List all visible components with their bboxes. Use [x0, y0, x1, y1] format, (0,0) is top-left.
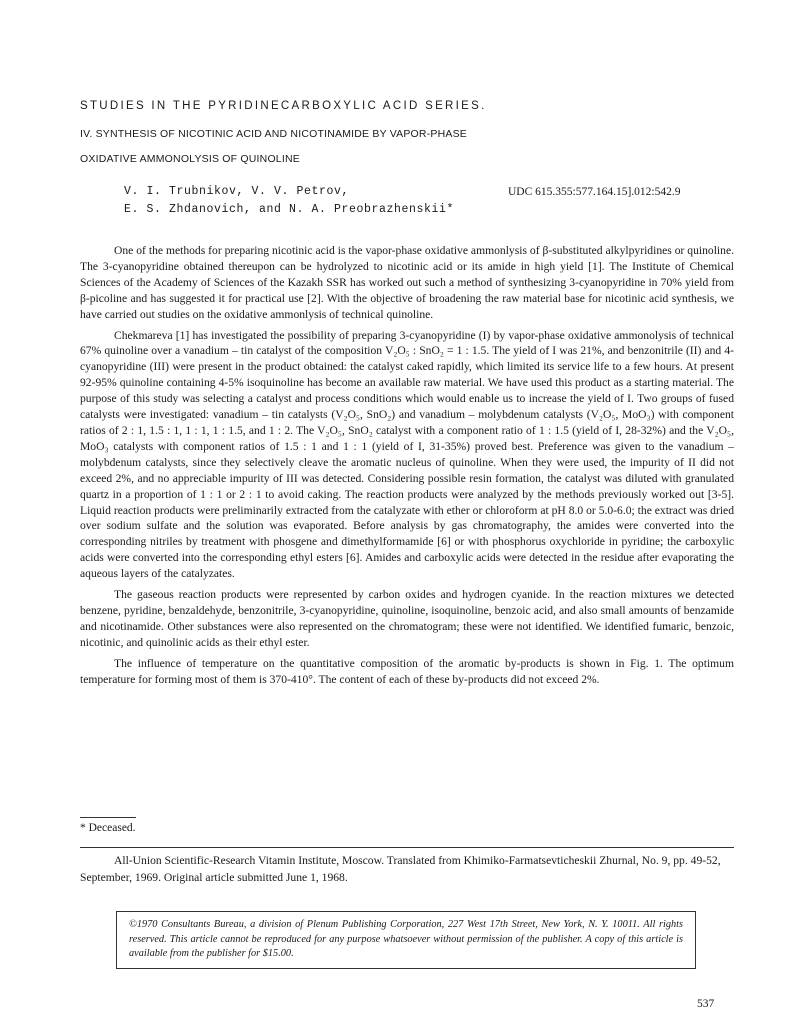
- footnote: * Deceased.: [80, 822, 136, 834]
- body-paragraph-1: One of the methods for preparing nicotinic acid is the vapor-phase oxidative ammonlysis of β-substituted alkylpyridines or quinoline. The 3-cyanopyridine obtained thereupon can be hydrolyzed to nicotinic acid or its amide in high yield [1]. The Institute of Chemical Sciences of the Academy of Sciences of the Kazakh SSR has worked out such a method of synthesizing 3-cyanopyridine in 70% yield from β-picoline and has suggested it for practical use [2]. With the objective of broadening the raw material base for nicotinic acid synthesis, we have carried out studies on the oxidative ammonlysis of technical quinoline.: [80, 244, 734, 321]
- article-body: [80, 243, 734, 692]
- copyright-notice: ©1970 Consultants Bureau, a division of Plenum Publishing Corporation, 227 West 17th Street, New York, N. Y. 10011. All rights reserved. This article cannot be reproduced for any purpose whatsoever without permission of the publisher. A copy of this article is available from the publisher for $15.00.: [116, 911, 696, 969]
- udc-code: UDC 615.355:577.164.15].012:542.9: [508, 186, 681, 198]
- article-title-line-2: OXIDATIVE AMMONOLYSIS OF QUINOLINE: [80, 153, 300, 165]
- series-title: STUDIES IN THE PYRIDINECARBOXYLIC ACID SERIES.: [80, 100, 487, 112]
- author-line-2: E. S. Zhdanovich, and N. A. Preobrazhenskii*: [124, 203, 455, 216]
- affiliation-divider: [80, 847, 734, 848]
- author-list: [124, 183, 544, 219]
- body-paragraph-4: The influence of temperature on the quantitative composition of the aromatic by-products is shown in Fig. 1. The optimum temperature for forming most of them is 370-410°. The content of each of these by-products did not exceed 2%.: [80, 656, 734, 686]
- body-paragraph-2: Chekmareva [1] has investigated the possibility of preparing 3-cyanopyridine (I) by vapor-phase oxidative ammonolysis of technical 67% quinoline over a vanadium – tin catalyst of the composition V₂O₅ : SnO₂ = 1 : 1.5. The yield of I was 21%, and benzonitrile (II) and 4-cyanopyridine (III) were present in the product obtained: the catalyst caked rapidly, which limited its service life to a few hours. At present 92-95% quinoline containing 4-5% isoquinoline has become an available raw material. We have used this product as a starting material. The purpose of this study was selecting a catalyst and process conditions which would enable us to increase the yield of I. Two groups of fused catalysts were investigated: vanadium – tin catalysts (V₂O₅, SnO₂) and vanadium – molybdenum catalysts (V₂O₅, MoO₃) with component ratios of 2 : 1, 1.5 : 1, 1 : 1, 1 : 1.5, and 1 : 2. The V₂O₅, SnO₂ catalyst with a component ratio of 1 : 1.5 (yield of I, 28-32%) and the V₂O₅, MoO₃ catalysts with component ratios of 1.5 : 1 and 1 : 1 (yield of I, 31-35%) proved best. Preference was given to the vanadium – molybdenum catalysts, since they selectively cleave the aromatic nucleus of quinoline. When they were used, the impurity of II did not exceed 2%, and no appreciable impurity of III was detected. Considering possible resin formation, the catalyst was diluted with granulated quartz in a proportion of 1 : 1 or 2 : 1 to avoid caking. The reaction products were analyzed by the methods previously worked out [3-5]. Liquid reaction products were preliminarily extracted from the catalyzate with ether or chloroform at pH 8.0 or 5.0-6.0; the extract was dried over sodium sulfate and the solution was evaporated. Before analysis by gas chromatography, the amides were converted into the corresponding nitriles by treatment with phosgene and dimethylformamide [6] or with phosphorus oxychloride in pyridine; the carboxylic acids were converted into the corresponding ethyl esters [6]. Amides and carboxylic acids were detected in the residue after evaporating the aqueous layers of the catalyzates.: [80, 328, 734, 581]
- body-paragraph-3: The gaseous reaction products were represented by carbon oxides and hydrogen cyanide. In the reaction mixtures we detected benzene, pyridine, benzaldehyde, benzonitrile, 3-cyanopyridine, quinoline, isoquinoline, benzoic acid, and also small amounts of benzamide and nicotinamide. Other substances were also represented on the chromatogram; these were not identified. We identified fumaric, benzoic, nicotinic, and quinolinic acids as their ethyl ester.: [80, 588, 734, 649]
- author-line-1: V. I. Trubnikov, V. V. Petrov,: [124, 185, 350, 198]
- article-title-line-1: IV. SYNTHESIS OF NICOTINIC ACID AND NICOTINAMIDE BY VAPOR-PHASE: [80, 128, 467, 140]
- page-number: 537: [697, 998, 715, 1010]
- affiliation-note: All-Union Scientific-Research Vitamin Institute, Moscow. Translated from Khimiko-Farmatsevticheskii Zhurnal, No. 9, pp. 49-52, September, 1969. Original article submitted June 1, 1968.: [80, 854, 721, 884]
- footnote-divider: [80, 817, 136, 818]
